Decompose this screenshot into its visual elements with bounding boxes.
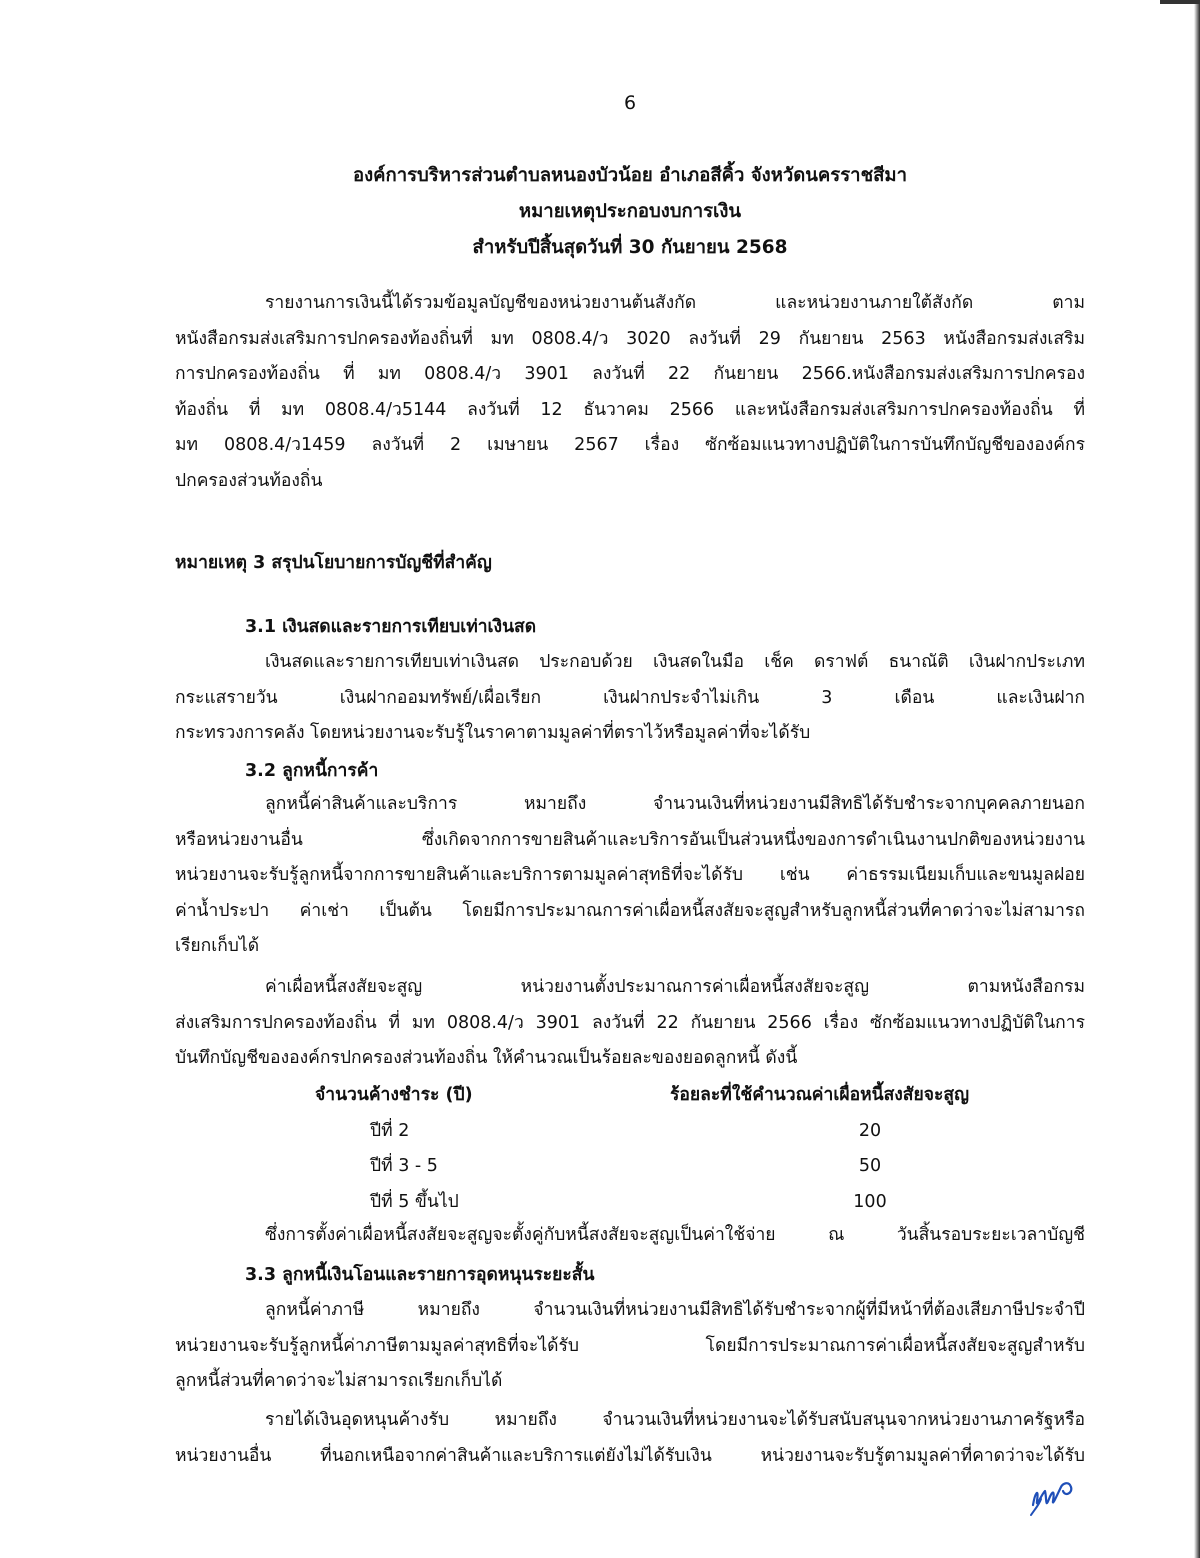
paragraph-line: ส่งเสริมการปกครองท้องถิ่น ที่ มท 0808.4/ว 3901 ลงวันที่ 22 กันยายน 2566 เรื่อง ซักซ้อมแนวทางปฏิบัติในการ xyxy=(175,1012,1085,1033)
paragraph-line: หน่วยงานอื่น ที่นอกเหนือจากค่าสินค้าและบริการแต่ยังไม่ได้รับเงิน หน่วยงานจะรับรู้ตามมูลค่าที่คาดว่าจะได้รับ xyxy=(175,1445,1085,1466)
page-number: 6 xyxy=(623,92,637,114)
section-3-2-heading: 3.2 ลูกหนี้การค้า xyxy=(245,761,379,781)
rate-cell: 100 xyxy=(853,1191,887,1212)
paragraph-line: รายได้เงินอุดหนุนค้างรับ หมายถึง จำนวนเงินที่หน่วยงานจะได้รับสนับสนุนจากหน่วยงานภาครัฐหรือ xyxy=(265,1410,1085,1430)
reporting-period: สำหรับปีสิ้นสุดวันที่ 30 กันยายน 2568 xyxy=(472,237,788,258)
rate-cell: 20 xyxy=(858,1120,882,1141)
document-title: หมายเหตุประกอบงบการเงิน xyxy=(518,201,742,222)
paragraph-line: ลูกหนี้ค่าสินค้าและบริการ หมายถึง จำนวนเงินที่หน่วยงานมีสิทธิได้รับชำระจากบุคคลภายนอก xyxy=(265,794,1085,814)
intro-line: ปกครองส่วนท้องถิ่น xyxy=(175,470,323,491)
allowance-rate-table xyxy=(300,1078,1040,1220)
table-row xyxy=(300,1149,1040,1185)
header-years-overdue: จำนวนค้างชำระ (ปี) xyxy=(315,1085,473,1105)
paragraph-line: ลูกหนี้ส่วนที่คาดว่าจะไม่สามารถเรียกเก็บได้ xyxy=(175,1371,503,1391)
paragraph-line: หน่วยงานจะรับรู้ลูกหนี้จากการขายสินค้าและบริการตามมูลค่าสุทธิที่จะได้รับ เช่น ค่าธรรมเนียมเก็บและขนมูลฝอย xyxy=(175,865,1085,885)
years-cell: ปีที่ 3 - 5 xyxy=(370,1156,438,1176)
rate-cell: 50 xyxy=(858,1156,882,1176)
paragraph-line: หน่วยงานจะรับรู้ลูกหนี้ค่าภาษีตามมูลค่าสุทธิที่จะได้รับ โดยมีการประมาณการค่าเผื่อหนี้สงสัยจะสูญสำหรับ xyxy=(175,1335,1085,1356)
intro-line: ท้องถิ่น ที่ มท 0808.4/ว5144 ลงวันที่ 12 ธันวาคม 2566 และหนังสือกรมส่งเสริมการปกครองท้องถิ่น ที่ xyxy=(175,399,1085,420)
paragraph-line: ซึ่งการตั้งค่าเผื่อหนี้สงสัยจะสูญจะตั้งคู่กับหนี้สงสัยจะสูญเป็นค่าใช้จ่าย ณ วันสิ้นรอบระยะเวลาบัญชี xyxy=(265,1225,1085,1245)
years-cell: ปีที่ 5 ขึ้นไป xyxy=(370,1191,459,1212)
section-3-2-para2 xyxy=(175,970,1085,1077)
paragraph-line: เงินสดและรายการเทียบเท่าเงินสด ประกอบด้วย เงินสดในมือ เช็ค ดราฟต์ ธนาณัติ เงินฝากประเภท xyxy=(265,652,1085,672)
paragraph-line: ค่าน้ำประปา ค่าเช่า เป็นต้น โดยมีการประมาณการค่าเผื่อหนี้สงสัยจะสูญสำหรับลูกหนี้ส่วนที่คาดว่าจะไม่สามารถ xyxy=(175,900,1085,921)
section-3-1-heading: 3.1 เงินสดและรายการเทียบเท่าเงินสด xyxy=(245,617,537,637)
table-header-row xyxy=(300,1078,1040,1114)
paragraph-line: ลูกหนี้ค่าภาษี หมายถึง จำนวนเงินที่หน่วยงานมีสิทธิได้รับชำระจากผู้ที่มีหน้าที่ต้องเสียภาษีประจำปี xyxy=(265,1300,1085,1320)
paragraph-line: กระทรวงการคลัง โดยหน่วยงานจะรับรู้ในราคาตามมูลค่าที่ตราไว้หรือมูลค่าที่จะได้รับ xyxy=(175,723,811,743)
document-header xyxy=(0,158,1200,266)
intro-paragraph xyxy=(175,286,1085,499)
section-3-3-para1 xyxy=(175,1293,1085,1400)
note3-heading: หมายเหตุ 3 สรุปนโยบายการบัญชีที่สำคัญ xyxy=(175,553,492,573)
intro-line: มท 0808.4/ว1459 ลงวันที่ 2 เมษายน 2567 เรื่อง ซักซ้อมแนวทางปฏิบัติในการบันทึกบัญชีขององค์กร xyxy=(175,435,1085,455)
section-3-3-para2 xyxy=(175,1403,1085,1474)
paragraph-line: ค่าเผื่อหนี้สงสัยจะสูญ หน่วยงานตั้งประมาณการค่าเผื่อหนี้สงสัยจะสูญ ตามหนังสือกรม xyxy=(265,977,1085,997)
section-3-3-heading: 3.3 ลูกหนี้เงินโอนและรายการอุดหนุนระยะสั้น xyxy=(245,1265,595,1285)
organization-name: องค์การบริหารส่วนตำบลหนองบัวน้อย อำเภอสีคิ้ว จังหวัดนครราชสีมา xyxy=(352,165,907,186)
years-cell: ปีที่ 2 xyxy=(370,1120,410,1141)
handwritten-signature-icon xyxy=(1025,1465,1085,1525)
intro-line: การปกครองท้องถิ่น ที่ มท 0808.4/ว 3901 ลงวันที่ 22 กันยายน 2566.หนังสือกรมส่งเสริมการปกครอง xyxy=(175,364,1085,384)
table-row xyxy=(300,1185,1040,1221)
paragraph-line: หรือหน่วยงานอื่น ซึ่งเกิดจากการขายสินค้าและบริการอันเป็นส่วนหนึ่งของการดำเนินงานปกติของหน่วยงาน xyxy=(175,829,1085,850)
section-3-2-para1 xyxy=(175,787,1085,965)
table-row xyxy=(300,1114,1040,1150)
header-allowance-rate: ร้อยละที่ใช้คำนวณค่าเผื่อหนี้สงสัยจะสูญ xyxy=(670,1085,969,1105)
paragraph-line: กระแสรายวัน เงินฝากออมทรัพย์/เผื่อเรียก เงินฝากประจำไม่เกิน 3 เดือน และเงินฝาก xyxy=(175,687,1085,708)
intro-line: หนังสือกรมส่งเสริมการปกครองท้องถิ่นที่ มท 0808.4/ว 3020 ลงวันที่ 29 กันยายน 2563 หนังสือกรมส่งเสริม xyxy=(175,328,1085,349)
section-3-1-body xyxy=(175,645,1085,752)
section-3-2-closing xyxy=(175,1218,1085,1254)
paragraph-line: เรียกเก็บได้ xyxy=(175,936,260,956)
paragraph-line: บันทึกบัญชีขององค์กรปกครองส่วนท้องถิ่น ให้คำนวณเป็นร้อยละของยอดลูกหนี้ ดังนี้ xyxy=(175,1048,798,1068)
scan-edge-mark xyxy=(1160,0,1200,4)
intro-line: รายงานการเงินนี้ได้รวมข้อมูลบัญชีของหน่วยงานต้นสังกัด และหน่วยงานภายใต้สังกัด ตาม xyxy=(265,293,1085,313)
